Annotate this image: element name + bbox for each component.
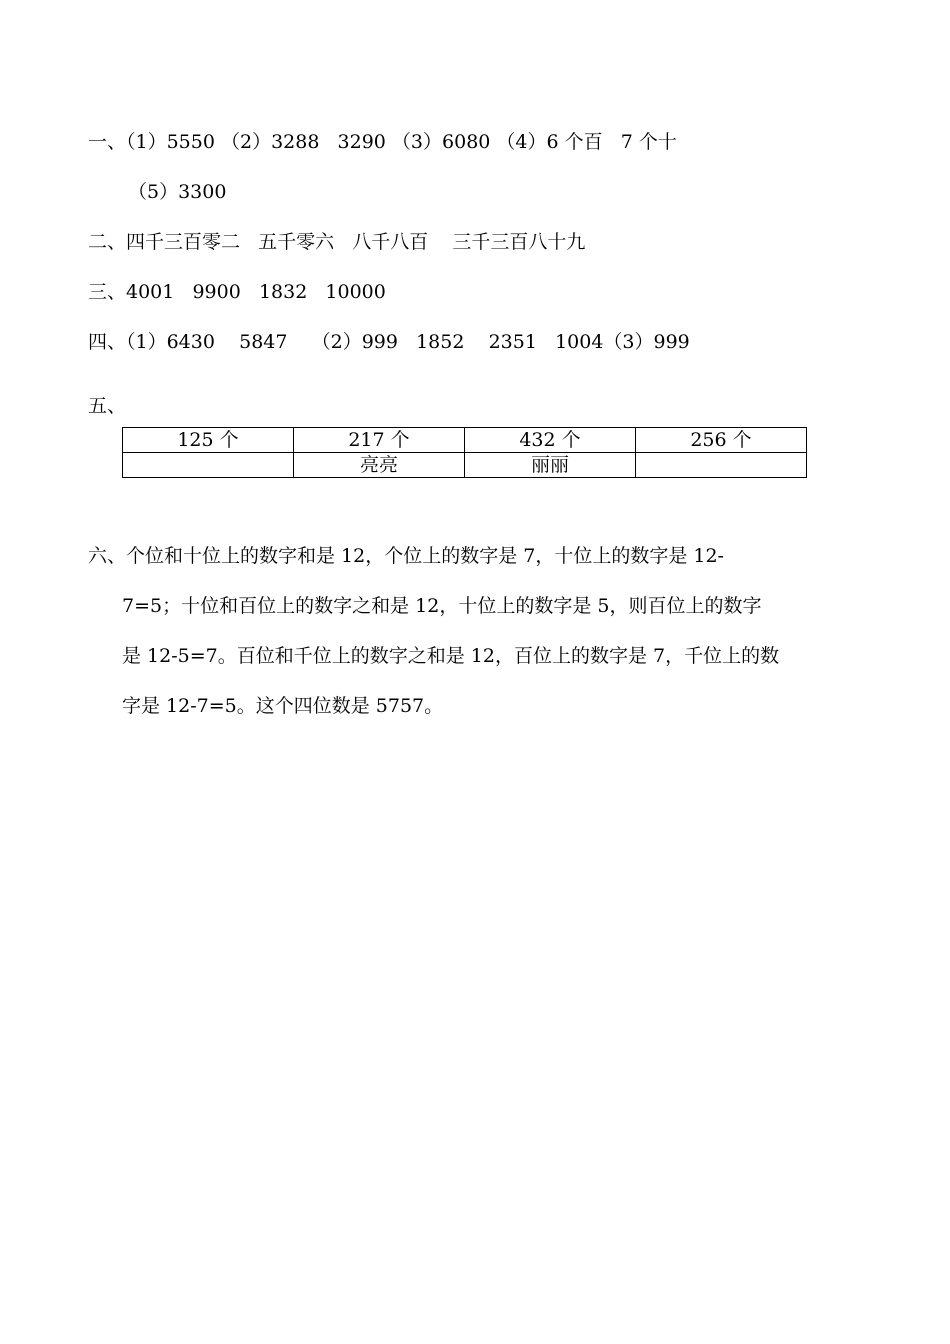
table-cell xyxy=(123,453,294,478)
answer-four: 四、（1）6430 5847 （2）999 1852 2351 1004（3）999 xyxy=(88,331,690,353)
answer-one-line-2: （5）3300 xyxy=(128,181,227,203)
table-cell: 256 个 xyxy=(636,428,807,453)
answer-six-line: 六、个位和十位上的数字和是 12，个位上的数字是 7，十位上的数字是 12- xyxy=(88,545,724,567)
table-cell: 217 个 xyxy=(294,428,465,453)
answer-six-line: 字是 12-7=5。这个四位数是 5757。 xyxy=(122,695,444,717)
answer-two: 二、四千三百零二 五千零六 八千八百 三千三百八十九 xyxy=(88,231,586,253)
table-cell: 亮亮 xyxy=(294,453,465,478)
answer-three: 三、4001 9900 1832 10000 xyxy=(88,281,386,303)
table-cell xyxy=(636,453,807,478)
table-row xyxy=(123,453,807,478)
answer-one-line-1: 一、（1）5550 （2）3288 3290 （3）6080 （4）6 个百 7 个十 xyxy=(88,131,677,153)
table-cell: 丽丽 xyxy=(465,453,636,478)
answer-five-label: 五、 xyxy=(88,395,127,417)
table-cell: 432 个 xyxy=(465,428,636,453)
table-cell: 125 个 xyxy=(123,428,294,453)
answer-six-line: 7=5；十位和百位上的数字之和是 12，十位上的数字是 5，则百位上的数字 xyxy=(122,595,762,617)
answer-six-line: 是 12-5=7。百位和千位上的数字之和是 12，百位上的数字是 7，千位上的数 xyxy=(122,645,780,667)
table-row xyxy=(123,428,807,453)
answer-five-table xyxy=(122,427,807,478)
